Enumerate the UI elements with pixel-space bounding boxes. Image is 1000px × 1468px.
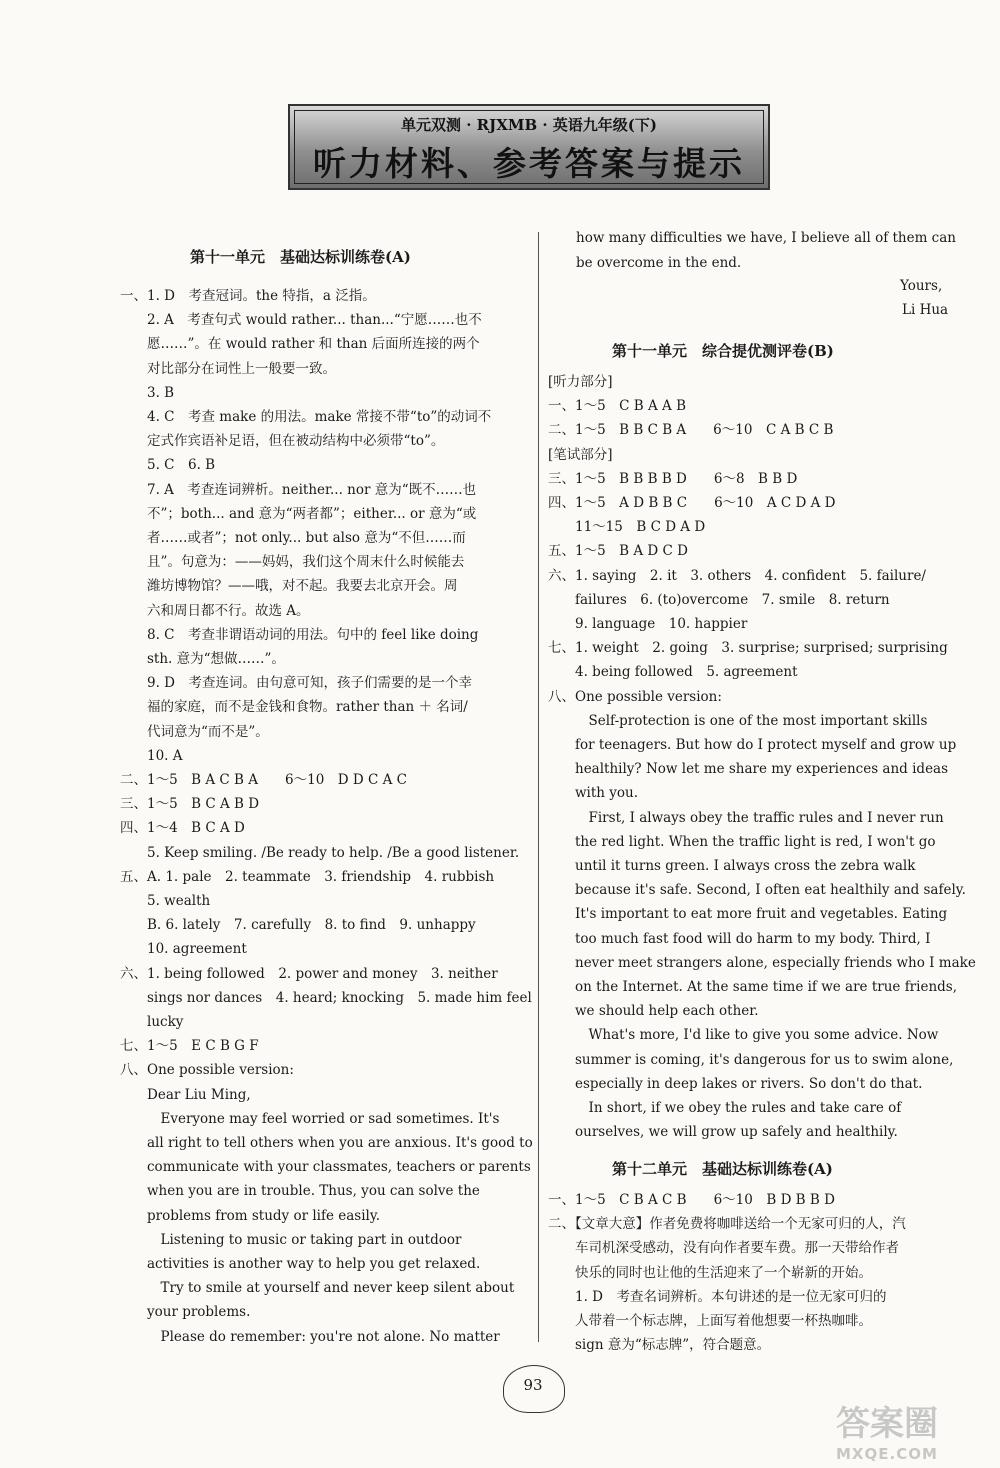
answer-line: B. 6. lately 7. carefully 8. to find 9. unhappy bbox=[120, 917, 476, 934]
header-title: 听力材料、参考答案与提示 bbox=[313, 144, 745, 183]
answer-line: 一、1～5 C B A A B bbox=[548, 398, 687, 415]
answer-line: 8. C 考查非谓语动词的用法。句中的 feel like doing bbox=[120, 626, 479, 643]
answer-line: 七、1～5 E C B G F bbox=[120, 1038, 259, 1055]
watermark-url: MXQE.COM bbox=[836, 1445, 938, 1463]
section-heading: 第十二单元 基础达标训练卷(A) bbox=[612, 1160, 833, 1178]
answer-line: 一、1. D 考查冠词。the 特指，a 泛指。 bbox=[120, 288, 376, 304]
answer-line: In short, if we obey the rules and take care of bbox=[548, 1100, 902, 1116]
answer-line: sings nor dances 4. heard; knocking 5. made him feel bbox=[120, 989, 532, 1006]
answer-line: 二、【文章大意】作者免费将咖啡送给一个无家可归的人，汽 bbox=[548, 1216, 906, 1233]
answer-line: until it turns green. I always cross the zebra walk bbox=[548, 858, 916, 874]
answer-line: 2. A 考查句式 would rather... than...“宁愿……也不 bbox=[120, 312, 482, 329]
answer-line: 愿……”。在 would rather 和 than 后面所连接的两个 bbox=[120, 336, 480, 353]
answer-line: 4. C 考查 make 的用法。make 常接不带“to”的动词不 bbox=[120, 409, 492, 425]
answer-line: 且”。句意为：——妈妈，我们这个周末什么时候能去 bbox=[120, 554, 465, 571]
answer-line: because it's safe. Second, I often eat healthily and safely. bbox=[548, 882, 966, 899]
answer-line: 二、1～5 B A C B A 6～10 D D C A C bbox=[120, 772, 407, 788]
letter-signature: Li Hua bbox=[902, 302, 949, 318]
answer-line: 车司机深受感动，没有向作者要车费。那一天带给作者 bbox=[548, 1240, 899, 1257]
answer-line: 四、1～4 B C A D bbox=[120, 820, 245, 837]
answer-line: 7. A 考查连词辨析。neither... nor 意为“既不……也 bbox=[120, 481, 477, 498]
answer-line: communicate with your classmates, teachers or parents bbox=[120, 1159, 531, 1176]
answer-line: What's more, I'd like to give you some advice. Now bbox=[548, 1027, 939, 1044]
answer-line: your problems. bbox=[120, 1304, 251, 1321]
section-heading: 第十一单元 基础达标训练卷(A) bbox=[190, 248, 411, 266]
answer-line: 六、1. being followed 2. power and money 3. neither bbox=[120, 965, 498, 982]
answer-line: 七、1. weight 2. going 3. surprise; surprised; surprising bbox=[548, 640, 948, 657]
header-banner bbox=[288, 104, 770, 190]
answer-line: 定式作宾语补足语，但在被动结构中必须带“to”。 bbox=[120, 433, 445, 450]
answer-line: 9. language 10. happier bbox=[548, 616, 748, 632]
answer-line: Try to smile at yourself and never keep silent about bbox=[120, 1280, 515, 1297]
answer-line: 5. Keep smiling. /Be ready to help. /Be a good listener. bbox=[120, 844, 520, 861]
answer-line: 二、1～5 B B C B A 6～10 C A B C B bbox=[548, 422, 834, 439]
answer-line: 1. D 考查名词辨析。本句讲述的是一位无家可归的 bbox=[548, 1288, 887, 1305]
answer-line: sign 意为“标志牌”，符合题意。 bbox=[548, 1337, 771, 1354]
answer-line: lucky bbox=[120, 1014, 184, 1030]
answer-line: 六、1. saying 2. it 3. others 4. confident 5. failure/ bbox=[548, 567, 926, 584]
answer-line: 快乐的同时也让他的生活迎来了一个崭新的开始。 bbox=[548, 1264, 872, 1281]
column-divider bbox=[538, 232, 539, 1342]
answer-line: how many difficulties we have, I believe all of them can bbox=[576, 230, 956, 246]
answer-line: 11～15 B C D A D bbox=[548, 519, 706, 536]
answer-line: 4. being followed 5. agreement bbox=[548, 664, 798, 681]
answer-line: 10. agreement bbox=[120, 941, 247, 958]
answer-line: problems from study or life easily. bbox=[120, 1207, 380, 1224]
answer-line: too much fast food will do harm to my body. Third, I bbox=[548, 930, 931, 947]
answer-line: 五、1～5 B A D C D bbox=[548, 543, 688, 560]
answer-line: Please do remember: you're not alone. No matter bbox=[120, 1328, 500, 1345]
answer-line: never meet strangers alone, especially friends who I make bbox=[548, 954, 976, 971]
answer-line: 潍坊博物馆？——哦，对不起。我要去北京开会。周 bbox=[120, 578, 458, 595]
answer-line: [听力部分] bbox=[548, 374, 613, 390]
answer-line: It's important to eat more fruit and vegetables. Eating bbox=[548, 906, 948, 923]
answer-line: activities is another way to help you get relaxed. bbox=[120, 1256, 481, 1272]
answer-line: failures 6. (to)overcome 7. smile 8. return bbox=[548, 591, 890, 608]
answer-line: 不”；both... and 意为“两者都”；either... or 意为“或 bbox=[120, 505, 477, 522]
answer-line: 代词意为“而不是”。 bbox=[120, 723, 269, 740]
watermark-text: 答案圈 bbox=[836, 1404, 938, 1444]
answer-line: 者……或者”；not only... but also 意为“不但……而 bbox=[120, 530, 466, 546]
answer-line: 10. A bbox=[120, 747, 183, 764]
header-subtitle: 单元双测 · RJXMB · 英语九年级(下) bbox=[400, 116, 657, 134]
answer-line: be overcome in the end. bbox=[576, 255, 742, 271]
answer-line: Everyone may feel worried or sad sometimes. It's bbox=[120, 1110, 500, 1127]
answer-line: the red light. When the traffic light is red, I won't go bbox=[548, 833, 936, 850]
answer-line: with you. bbox=[548, 785, 639, 802]
answer-line: 八、One possible version: bbox=[120, 1062, 294, 1079]
answer-line: 四、1～5 A D B B C 6～10 A C D A D bbox=[548, 495, 836, 511]
answer-line: 对比部分在词性上一般要一致。 bbox=[120, 360, 336, 377]
page-number bbox=[508, 1368, 558, 1408]
answer-line: 三、1～5 B C A B D bbox=[120, 796, 260, 813]
answer-line: 三、1～5 B B B B D 6～8 B B D bbox=[548, 470, 798, 487]
answer-line: 八、One possible version: bbox=[548, 688, 722, 705]
answer-line: ourselves, we will grow up safely and healthily. bbox=[548, 1124, 898, 1141]
answer-line: Self-protection is one of the most important skills bbox=[548, 712, 928, 729]
answer-line: [笔试部分] bbox=[548, 446, 613, 463]
answer-line: when you are in trouble. Thus, you can solve the bbox=[120, 1183, 480, 1200]
answer-line: especially in deep lakes or rivers. So don't do that. bbox=[548, 1075, 923, 1092]
answer-line: 人带着一个标志牌，上面写着他想要一杯热咖啡。 bbox=[548, 1313, 872, 1329]
answer-line: all right to tell others when you are anxious. It's good to bbox=[120, 1135, 533, 1151]
answer-line: 3. B bbox=[120, 384, 175, 401]
letter-closing: Yours, bbox=[900, 278, 943, 294]
answer-line: 福的家庭，而不是金钱和食物。rather than ＋ 名词/ bbox=[120, 699, 468, 716]
answer-line: Dear Liu Ming, bbox=[120, 1086, 251, 1103]
answer-line: on the Internet. At the same time if we are true friends, bbox=[548, 979, 958, 995]
answer-line: we should help each other. bbox=[548, 1003, 759, 1020]
answer-line: Listening to music or taking part in outdoor bbox=[120, 1231, 462, 1248]
answer-line: 五、A. 1. pale 2. teammate 3. friendship 4. rubbish bbox=[120, 868, 495, 885]
answer-line: 9. D 考查连词。由句意可知，孩子们需要的是一个幸 bbox=[120, 675, 472, 692]
answer-line: for teenagers. But how do I protect myself and grow up bbox=[548, 737, 957, 753]
answer-line: 六和周日都不行。故选 A。 bbox=[120, 602, 310, 619]
answer-line: 5. C 6. B bbox=[120, 457, 216, 474]
answer-line: sth. 意为“想做……”。 bbox=[120, 651, 285, 667]
page-number-text: 93 bbox=[523, 1376, 543, 1394]
answer-line: summer is coming, it's dangerous for us to swim alone, bbox=[548, 1051, 954, 1068]
answer-line: 一、1～5 C B A C B 6～10 B D B B D bbox=[548, 1192, 835, 1208]
answer-line: 5. wealth bbox=[120, 893, 211, 909]
answer-line: First, I always obey the traffic rules and I never run bbox=[548, 809, 944, 826]
section-heading: 第十一单元 综合提优测评卷(B) bbox=[612, 342, 834, 360]
answer-line: healthily? Now let me share my experiences and ideas bbox=[548, 761, 949, 778]
watermark-logo bbox=[836, 1396, 996, 1464]
